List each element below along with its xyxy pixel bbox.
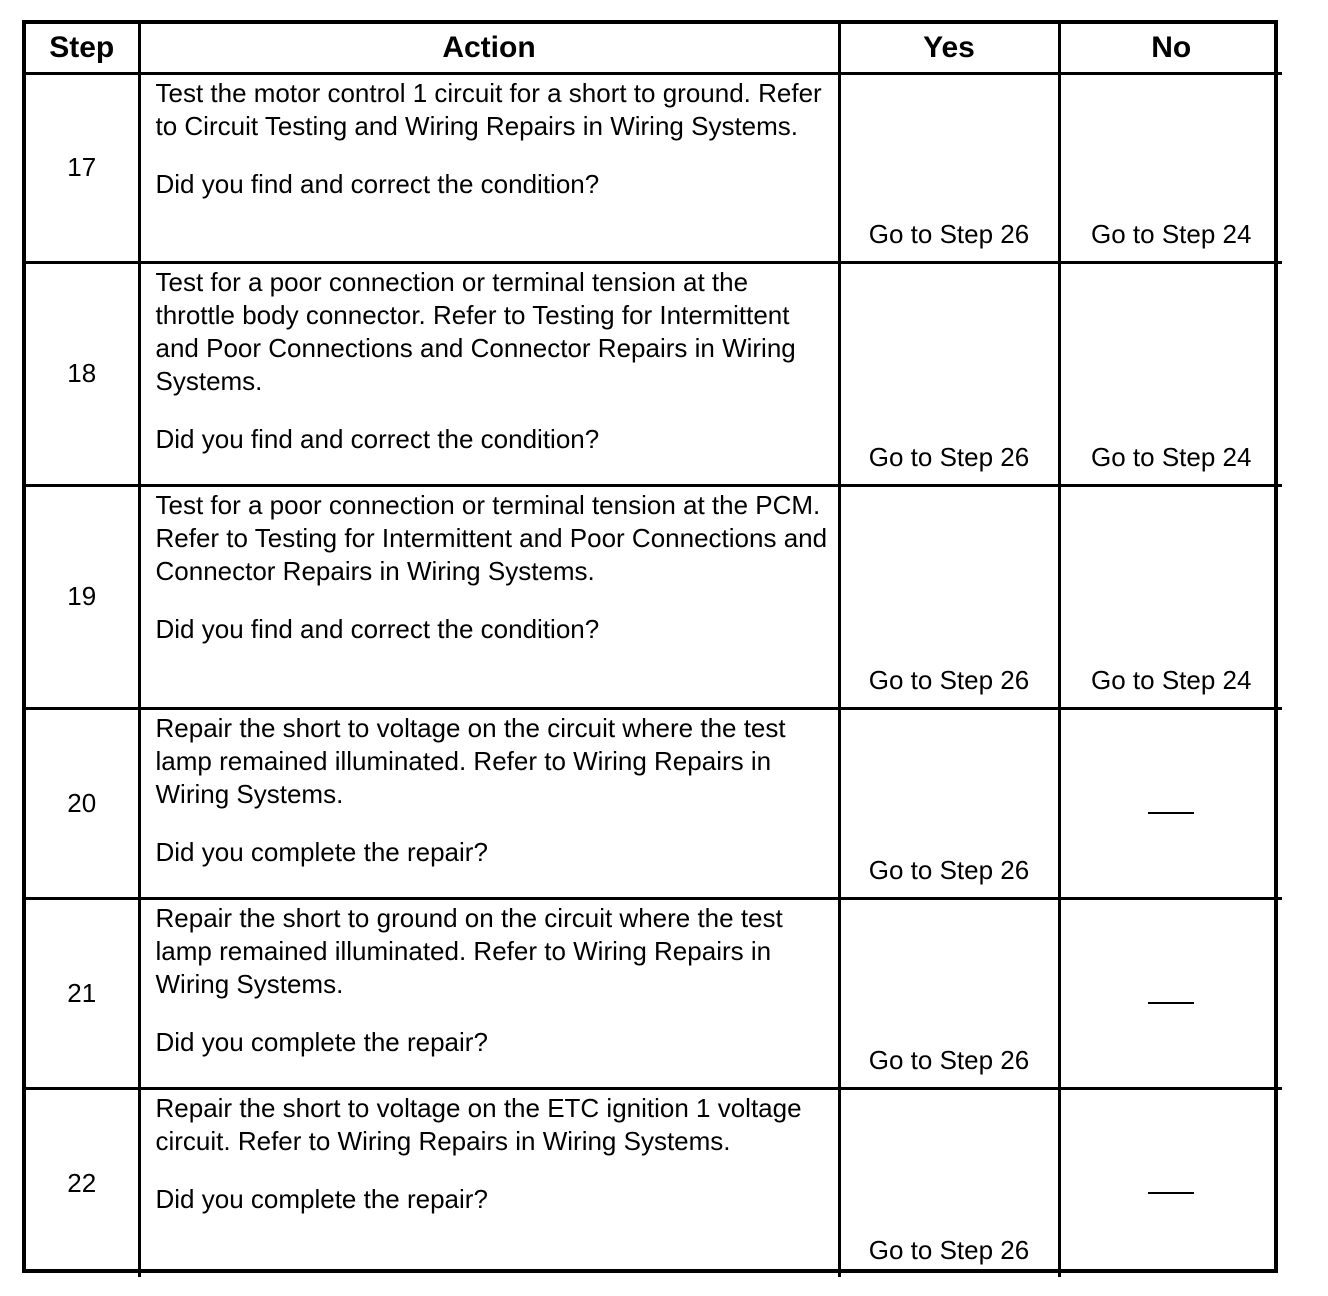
- action-text: Test the motor control 1 circuit for a short to ground. Refer to Circuit Testing and Wiring Repairs in Wiring Systems.: [155, 77, 822, 141]
- yes-result: Go to Step 26: [839, 708, 1059, 898]
- table-row: [26, 1088, 1282, 1277]
- no-result: [1059, 898, 1282, 1088]
- action-text: Test for a poor connection or terminal tension at the throttle body connector. Refer to Testing for Intermittent and Poor Connections and Connector Repairs in Wiring Systems.: [155, 266, 796, 396]
- action-question: Did you find and correct the condition?: [155, 168, 600, 199]
- no-result: Go to Step 24: [1059, 485, 1282, 708]
- diagnostic-table: [22, 20, 1278, 1273]
- action-cell: [139, 708, 839, 898]
- header-no: No: [1059, 24, 1282, 73]
- action-question: Did you find and correct the condition?: [155, 423, 600, 454]
- header-step: Step: [26, 24, 139, 73]
- action-cell: [139, 73, 839, 262]
- table-row: [26, 73, 1282, 262]
- no-result: [1059, 708, 1282, 898]
- table-row: [26, 898, 1282, 1088]
- action-question: Did you complete the repair?: [155, 1183, 488, 1214]
- table-row: [26, 708, 1282, 898]
- yes-result: Go to Step 26: [839, 73, 1059, 262]
- diagnostic-steps-table: [26, 24, 1282, 1277]
- dash-placeholder: [1148, 812, 1194, 814]
- dash-placeholder: [1148, 1192, 1194, 1194]
- action-cell: [139, 262, 839, 485]
- action-question: Did you complete the repair?: [155, 836, 488, 867]
- no-result: Go to Step 24: [1059, 73, 1282, 262]
- step-number: 20: [26, 708, 139, 898]
- action-cell: [139, 1088, 839, 1277]
- no-result: Go to Step 24: [1059, 262, 1282, 485]
- header-yes: Yes: [839, 24, 1059, 73]
- action-cell: [139, 898, 839, 1088]
- header-action: Action: [139, 24, 839, 73]
- step-number: 18: [26, 262, 139, 485]
- yes-result: Go to Step 26: [839, 1088, 1059, 1277]
- yes-result: Go to Step 26: [839, 898, 1059, 1088]
- action-text: Repair the short to voltage on the ETC ignition 1 voltage circuit. Refer to Wiring Repairs in Wiring Systems.: [155, 1092, 802, 1156]
- header-row: [26, 24, 1282, 73]
- action-question: Did you find and correct the condition?: [155, 613, 600, 644]
- action-text: Repair the short to voltage on the circuit where the test lamp remained illuminated. Refer to Wiring Repairs in Wiring Systems.: [155, 712, 786, 809]
- step-number: 17: [26, 73, 139, 262]
- action-text: Repair the short to ground on the circuit where the test lamp remained illuminated. Refer to Wiring Repairs in Wiring Systems.: [155, 902, 783, 999]
- action-text: Test for a poor connection or terminal tension at the PCM. Refer to Testing for Intermittent and Poor Connections and Connector Repairs in Wiring Systems.: [155, 489, 828, 586]
- action-question: Did you complete the repair?: [155, 1026, 488, 1057]
- table-row: [26, 485, 1282, 708]
- step-number: 21: [26, 898, 139, 1088]
- action-cell: [139, 485, 839, 708]
- step-number: 22: [26, 1088, 139, 1277]
- yes-result: Go to Step 26: [839, 262, 1059, 485]
- yes-result: Go to Step 26: [839, 485, 1059, 708]
- dash-placeholder: [1148, 1002, 1194, 1004]
- table-row: [26, 262, 1282, 485]
- step-number: 19: [26, 485, 139, 708]
- no-result: [1059, 1088, 1282, 1277]
